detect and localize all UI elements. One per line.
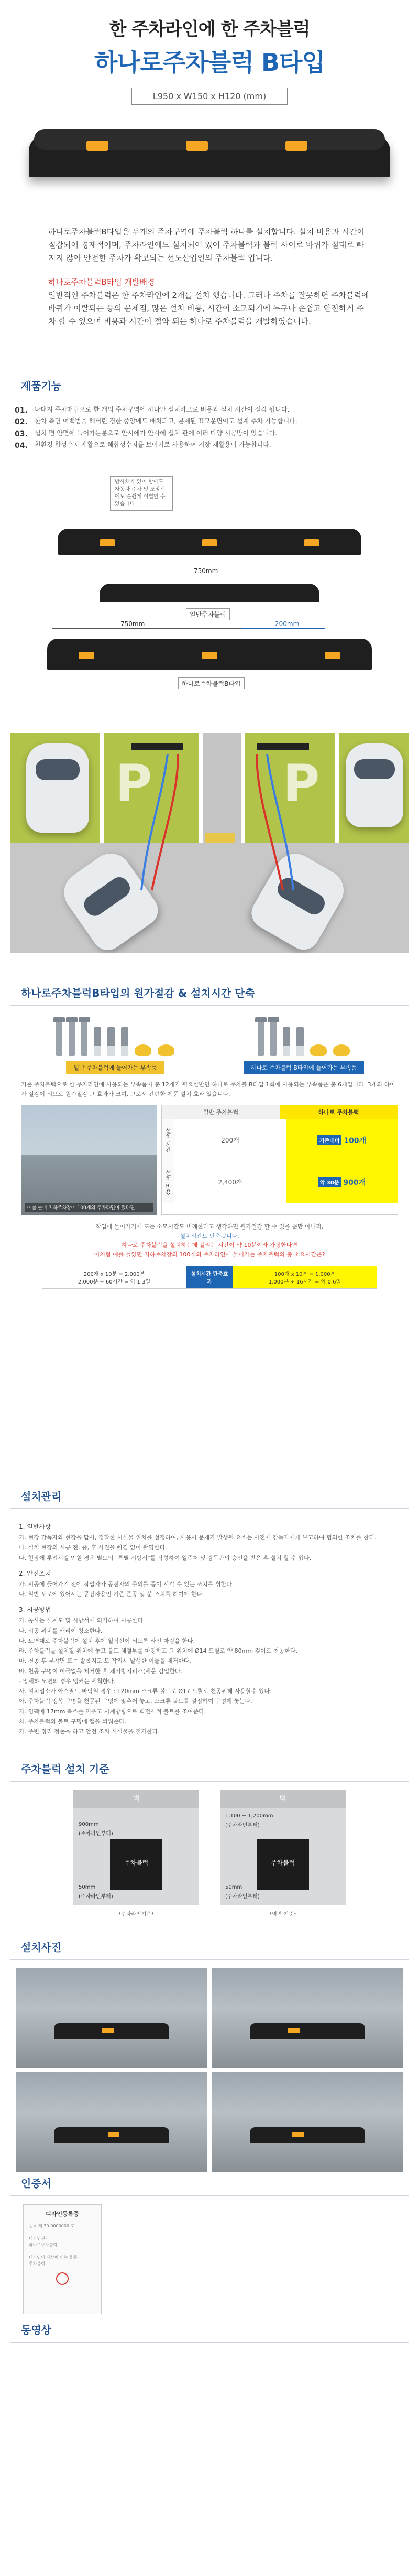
cap-icon: [158, 1044, 174, 1056]
parking-p-mark: P: [115, 754, 152, 813]
feature-item: 03. 설치 면 안면에 들어가는분으로 안시에가 안사에 설치 판에 여러 다양 시공방이 있습니다.: [15, 429, 278, 438]
time-calc-table: [42, 1266, 377, 1289]
dimension-label: 750mm: [120, 620, 145, 628]
section-title: 설치관리: [10, 1488, 409, 1509]
parking-p-mark: P: [283, 754, 320, 813]
dimension-line: [52, 628, 241, 629]
photo-grid: [0, 1960, 419, 2172]
row-label: 설치 시간: [162, 1119, 174, 1161]
section-title: 제품기능: [10, 378, 409, 398]
dimension-label: 750mm: [194, 567, 218, 575]
feature-list: [0, 398, 419, 452]
install-photo: [212, 1968, 403, 2068]
reflector: [100, 539, 115, 546]
cell-tag: 기존대비: [317, 1135, 342, 1145]
reflector: [285, 141, 307, 151]
stamp-icon: [56, 2272, 69, 2285]
intro-paragraph: 일반적인 주차블럭은 한 주차라인에 2개를 설치 했습니다. 그러나 주차를 잘못하면 주차블럭에 바퀴가 이탈되는 등의 문제점, 많은 설치 비용, 시간이 소모되기에 누구나 손쉽고 안전하게 주차 할 수 있으며 비용과 시간이 절약 되는 하나로 주차블럭을 개발하였습니다.: [48, 290, 369, 326]
section-title: 동영상: [10, 2322, 409, 2343]
calc-badge: 설치시간 단축효과: [186, 1266, 233, 1288]
intro-paragraph: 하나로주차블럭B타입은 두개의 주차구역에 주차블럭 하나를 설치합니다. 설치 비용과 시간이 절감되어 경제적이며, 주차라인에도 설치되어 있어 주차블럭과 블럭 사이로 바퀴가 절대로 빠지지 않아 안전한 주차가 확보되는 선도산업인의 주차블럭 입니다.: [48, 227, 365, 263]
cost-description: 기존 주차블럭으로 한 주차라인에 사용되는 부속품이 총 12개가 필요한반면 하나로 주차블 B타입 1회에 사용되는 부속품은 총 6개입니다. 3개의 하이가 절감이 되므로 원가절감 그 효과가 크며, 그로서 간편한 제품 설치 효과 있습니다.: [21, 1081, 395, 1097]
table-row: [162, 1161, 398, 1203]
arrow-path: [141, 754, 168, 890]
parts-label-general: 일반 주차블럭에 들어가는 부속품: [66, 1061, 164, 1074]
certificate-image: [23, 2204, 102, 2314]
parking-garage-photo: [21, 1105, 157, 1215]
parts-hanaro: [236, 1014, 372, 1074]
install-photo: [16, 1968, 207, 2068]
section-title: 인증서: [10, 2175, 409, 2196]
video-section: [0, 2322, 419, 2353]
install-notes: 1. 일반사항 가. 현장 감독자와 현장을 답사, 정확한 시설물 위치를 선정하여, 사용시 문제가 발생될 요소는 사전에 감독자에게 보고하여 협의한 조치를 한다. 나. 설치 현장의 시공 전, 중, 후 사진을 빠짐 없이 촬영한다. 다. 현장에 투입시킬 인원 경우 별도의 "특별 시방서"를 작성하여 일주처 및 감독관의 승인을 받은 후 설치 할 수 있다. 2. 안전조치 가. 시공에 들어가기 전에 작업자가 공진자의 주의를 좀이 시킬 수 있는 조치를 취한다. 나. 일반 도로에 있어서는 공진자용인 기존 준공 및 분 조치를 하여야 한다. 3. 시공방법 가. 공사는 설계도 및 시방서에 의거하여 시공한다. 나. 시공 위치를 캐리이 청소한다. 다. 도면대로 주차블럭이 설치 후에 일직선이 되도록 라인 마킹을 한다. 라. 주차블럭을 설치할 위치에 놓고 볼트 체결부를 마킹하고 그 위치에 Ø14 드릴로 약 80mm 깊이로 천공한다. 마. 천공 후 부착면 또는 솔롭지도 도 작업시 발생한 이물을 제거한다. 바. 천공 구멍이 이물없을 제거한 후 체기방지피스(세웁 검입한다. - 망세하 노면의 경우 앵커는 세척한다. 사. 설치업소가 아스팔트 바닥일 경우 : 120mm 스크류 볼트로 Ø17 드릴로 천공위해 사용할수 있다. 아. 주차블럭 앵복 구멍을 천공된 구멍에 맞추어 놓고, 스크류 볼트를 설정하여 구멍에 놓는다. 자. 임팩에 17mm 복스를 끼우고 시계방향으로 회전시켜 볼트를 조여준다. 차. 주차블럭의 볼트 구멍에 캡을 씌워준다. 카. 주변 정리 정돈을 하고 안전 조치 시설물을 철거한다.: [19, 1523, 377, 1735]
cost-comparison: [21, 1105, 398, 1215]
photo-caption: 예를 들어 지하주차장에 100개의 주차라인이 있다면: [25, 1203, 153, 1212]
wall-label: 벽: [73, 1790, 199, 1808]
intro-highlight: 하나로주차블럭B타입 개발배경: [48, 277, 155, 287]
anchor-icon: [94, 1027, 101, 1056]
calc-hanaro: 100개 x 10분 = 1,000분 1,000분 ÷ 16시간 = 약 0.6일: [233, 1266, 377, 1288]
anchor-icon: [107, 1027, 115, 1056]
certificate-title: 디자인등록증: [46, 2211, 79, 2217]
table-row: [162, 1119, 398, 1161]
photos-section: [0, 1939, 419, 2175]
install-photo: [212, 2072, 403, 2172]
wall-label: 벽: [220, 1790, 346, 1808]
install-photo: [16, 2072, 207, 2172]
section-title: 주차블럭 설치 기준: [10, 1761, 409, 1782]
install-section: [0, 1488, 419, 1761]
cell-tag: 약 30분: [318, 1177, 341, 1187]
dimension-line: [241, 628, 325, 629]
product-image: [29, 120, 390, 177]
reflector: [86, 141, 108, 151]
bolt-icon: [81, 1019, 87, 1056]
bolt-icon: [270, 1019, 277, 1056]
cell-general: 200개: [221, 1137, 239, 1145]
features-section: [0, 378, 419, 456]
section-title: 설치사진: [10, 1939, 409, 1960]
hero-title: 하나로주차블럭 B타입: [94, 48, 325, 77]
standard-diagram-wall: 벽 1,100 ~ 1,200mm (주차라인부터) 주차블럭 50mm (주차라인부터): [220, 1790, 346, 1905]
anchor-icon: [296, 1027, 304, 1056]
cell-hanaro: 900개: [343, 1178, 366, 1187]
feature-item: 02. 한차 측면 여백범을 해버린 경한 중앙에도 배치되고, 문제된 표모운면이도 설계 주차 가능합니다.: [15, 417, 297, 427]
reflector-callout: 반사체가 있어 밤에도 자동차 주차 및 조망시에도 손쉽게 식별할 수 있습니다: [110, 476, 173, 511]
calc-general: 200개 x 10분 = 2,000분 2,000분 ÷ 60시간 = 약 1.3일: [78, 1271, 151, 1285]
standard-section: [0, 1761, 419, 1939]
reflector: [304, 539, 319, 546]
install-diagram: [0, 471, 419, 733]
feature-item: 04. 친환경 합성수지 재활으로 해합성수지를 보이기로 사용하여 저장 재활용이 가능합니다.: [15, 441, 271, 450]
section-title: 하나로주차블럭B타입의 원가절감 & 설치시간 단축: [10, 985, 409, 1006]
parking-block-label: 주차블럭: [257, 1839, 309, 1890]
table-header: 일반 주차블럭: [162, 1105, 280, 1119]
certificate-body: 등록 제 30-0000000 호 디자인권자 하나로주차블럭 디자인의 대상이 되는 물품 주차블럭: [29, 2223, 78, 2266]
row-label: 설치 비용: [162, 1161, 174, 1203]
dimension-label: 200mm: [275, 620, 300, 628]
direction-arrows: [10, 733, 409, 953]
general-block-label: 일반주차블럭: [186, 608, 230, 620]
anchor-icon: [283, 1027, 290, 1056]
cert-section: [0, 2175, 419, 2322]
table-header: 하나로 주차블럭: [280, 1105, 398, 1119]
diagram-caption: *주차라인기준*: [118, 1912, 154, 1917]
parts-row: [0, 1006, 419, 1074]
reflector: [186, 141, 208, 151]
hero-dimensions: L950 x W150 x H120 (mm): [131, 88, 288, 105]
diagram-block-general: [100, 584, 319, 602]
bolt-icon: [56, 1019, 62, 1056]
hero-section: [0, 0, 419, 220]
cost-section: [0, 985, 419, 1488]
anchor-icon: [121, 1027, 128, 1056]
arrow-path: [267, 754, 293, 890]
hero-subtitle: 한 주차라인에 한 주차블럭: [109, 19, 310, 40]
reflector: [202, 539, 217, 546]
cap-icon: [135, 1044, 151, 1056]
parts-label-hanaro: 하나로 주차블럭 B타입에 들어가는 부속품: [244, 1061, 364, 1074]
reflector: [325, 652, 340, 659]
parking-block-label: 주차블럭: [110, 1839, 162, 1890]
standard-diagram-line: 벽 900mm (주차라인부터) 주차블럭 50mm (주차라인부터): [73, 1790, 199, 1905]
hanaro-block-label: 하나로주차블럭B타입: [178, 677, 245, 689]
cell-general: 2,400개: [218, 1179, 242, 1187]
reflector: [202, 652, 217, 659]
bolt-icon: [69, 1019, 75, 1056]
reflector: [79, 652, 94, 659]
intro-section: [0, 220, 419, 378]
cost-summary: 작업에 들어가기에 또는 소모시간도 비례한다고 생각하면 원가절감 할 수 있을 뿐만 아니라, 설치시간도 단축됩니다. 하나로 주차블럭을 설치하는데 걸리는 시간이 약 10분이라 가정한다면 이처럼 예를 들었던 지하주차장의 100개의 주차라인에 들어가는 주차블럭의 총 소요시간은?: [94, 1223, 325, 1258]
parking-lot-illustration: [10, 733, 409, 953]
bolt-icon: [258, 1019, 264, 1056]
cap-icon: [333, 1044, 350, 1056]
parts-general: [47, 1014, 183, 1074]
diagram-caption: *벽면 기준*: [269, 1912, 296, 1917]
cap-icon: [310, 1044, 327, 1056]
cell-hanaro: 100개: [344, 1136, 367, 1145]
comparison-table: [161, 1105, 398, 1215]
feature-item: 01. 나대지 주차매립으로 한 개의 주차구역에 하나만 설치하므로 비용과 설치 시간이 절감 됩니다.: [15, 406, 290, 415]
